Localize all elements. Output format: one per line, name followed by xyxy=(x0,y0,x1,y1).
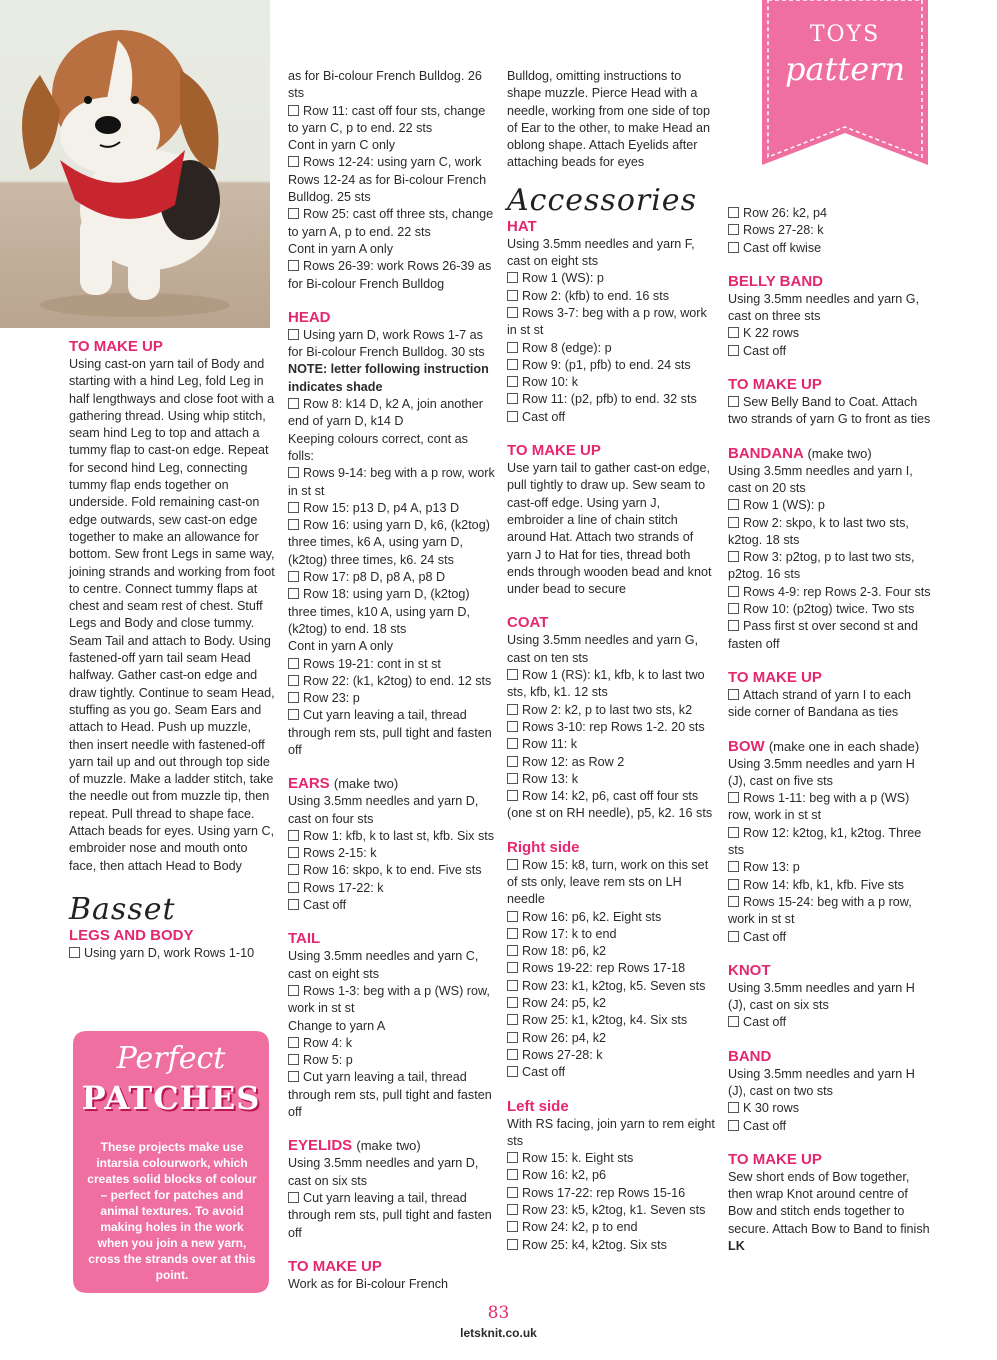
hat-heading: HAT xyxy=(507,217,537,235)
instruction-row: Row 3: p2tog, p to last two sts, p2tog. 16 sts xyxy=(728,550,915,582)
ribbon-subtitle: pattern xyxy=(784,50,906,88)
instruction-list xyxy=(288,327,495,759)
checkbox-icon[interactable] xyxy=(288,519,299,530)
instruction-row: Row 16: skpo, k to end. Five sts xyxy=(288,862,495,879)
instruction-row: K 22 rows xyxy=(728,325,934,342)
instruction-row: Sew Belly Band to Coat. Attach two strands of yarn G to front as ties xyxy=(728,395,931,427)
make-up-heading: TO MAKE UP xyxy=(728,376,822,394)
checkbox-icon[interactable] xyxy=(728,896,739,907)
instruction-text: Using 3.5mm needles and yarn F, cast on eight sts xyxy=(507,236,695,269)
instruction-row: Row 2: skpo, k to last two sts, k2tog. 18 sts xyxy=(728,515,909,547)
checkbox-icon[interactable] xyxy=(288,1037,299,1048)
belly-band-heading: BELLY BAND xyxy=(728,272,824,290)
instruction-list xyxy=(728,980,934,1032)
instruction-row: Pass first st over second st and fasten off xyxy=(728,619,918,651)
instruction-list xyxy=(728,463,934,653)
eyelids-heading: EYELIDS (make two) xyxy=(288,1137,421,1155)
checkbox-icon[interactable] xyxy=(507,411,518,422)
checkbox-icon[interactable] xyxy=(728,861,739,872)
instruction-row: Using yarn D, work Rows 1-7 as for Bi-colour French Bulldog. 30 sts xyxy=(288,327,485,360)
instruction-row: Row 25: k4, k2tog. Six sts xyxy=(507,1237,715,1254)
checkbox-icon[interactable] xyxy=(507,773,518,784)
checkbox-icon[interactable] xyxy=(728,792,739,803)
checkbox-icon[interactable] xyxy=(288,571,299,582)
instruction-row: Cut yarn leaving a tail, thread through rem sts, pull tight and fasten off xyxy=(288,708,492,757)
make-up-heading: TO MAKE UP xyxy=(69,338,163,355)
instruction-list xyxy=(288,68,495,293)
instruction-row: Row 1: kfb, k to last st, kfb. Six sts xyxy=(288,828,495,845)
beagle-photo xyxy=(0,0,270,328)
checkbox-icon[interactable] xyxy=(728,396,739,407)
instruction-row: Rows 2-15: k xyxy=(288,845,495,862)
instruction-text: Using 3.5mm needles and yarn D, cast on four sts xyxy=(288,794,479,826)
instruction-list xyxy=(507,236,715,426)
instruction-row: Row 12: k2tog, k1, k2tog. Three sts xyxy=(728,825,922,858)
instruction-text: Using 3.5mm needles and yarn H (J), cast on two sts xyxy=(728,1066,915,1098)
instruction-row: Row 26: p4, k2 xyxy=(507,1030,715,1047)
instruction-row: Row 10: (p2tog) twice. Two sts xyxy=(728,601,934,618)
make-up-heading: TO MAKE UP xyxy=(507,442,601,460)
checkbox-icon[interactable] xyxy=(288,588,299,599)
instruction-row: Row 22: (k1, k2tog) to end. 12 sts xyxy=(288,673,495,690)
instruction-row: Cast off xyxy=(507,409,715,426)
instruction-text: Cont in yarn A only xyxy=(288,639,394,654)
patches-title-line1: Perfect xyxy=(116,1041,226,1076)
make-up-heading: TO MAKE UP xyxy=(728,668,822,686)
checkbox-icon[interactable] xyxy=(507,290,518,301)
checkbox-icon[interactable] xyxy=(507,980,518,991)
instruction-row: Row 1 (WS): p xyxy=(507,270,715,287)
instruction-list xyxy=(288,793,495,914)
checkbox-icon[interactable] xyxy=(288,208,299,219)
checkbox-icon[interactable] xyxy=(728,224,739,235)
instruction-text: Using 3.5mm needles and yarn D, cast on six sts xyxy=(288,1156,479,1188)
checkbox-icon[interactable] xyxy=(69,947,80,958)
checkbox-icon[interactable] xyxy=(507,1152,518,1163)
instruction-row: Row 11: (p2, pfb) to end. 32 sts xyxy=(507,391,715,408)
band-heading: BAND xyxy=(728,1047,772,1065)
checkbox-icon[interactable] xyxy=(728,207,739,218)
checkbox-icon[interactable] xyxy=(288,398,299,409)
head-heading: HEAD xyxy=(288,308,331,326)
instruction-row: Row 12: as Row 2 xyxy=(507,754,715,771)
instruction-row: Row 17: k to end xyxy=(507,926,715,943)
instruction-row: K 30 rows xyxy=(728,1100,934,1117)
instruction-row: Cast off xyxy=(728,1118,934,1135)
column-3-intro: Bulldog, omitting instructions to shape muzzle. Pierce Head with a needle, working from one side of top of Ear to the other, to make Head an oblong shape. Attach Eyelids after attaching beads for eyes xyxy=(507,69,711,170)
instruction-row: Row 1 (WS): p xyxy=(728,497,934,514)
instruction-row: Cast off kwise xyxy=(728,240,934,257)
checkbox-icon[interactable] xyxy=(507,945,518,956)
checkbox-icon[interactable] xyxy=(288,985,299,996)
checkbox-icon[interactable] xyxy=(728,586,739,597)
tail-heading: TAIL xyxy=(288,930,321,948)
checkbox-icon[interactable] xyxy=(288,899,299,910)
column-3 xyxy=(507,68,715,1254)
checkbox-icon[interactable] xyxy=(288,847,299,858)
checkbox-icon[interactable] xyxy=(288,658,299,669)
instruction-row: Rows 27-28: k xyxy=(728,222,934,239)
instruction-row: Cast off xyxy=(728,929,934,946)
instruction-row: Rows 27-28: k xyxy=(507,1047,715,1064)
instruction-row: Row 14: k2, p6, cast off four sts (one st on RH needle), p5, k2. 16 sts xyxy=(507,789,713,821)
checkbox-icon[interactable] xyxy=(507,721,518,732)
instruction-row: Row 2: (kfb) to end. 16 sts xyxy=(507,288,715,305)
instruction-row: Rows 3-7: beg with a p row, work in st st xyxy=(507,305,707,338)
checkbox-icon[interactable] xyxy=(507,704,518,715)
instruction-row: Row 2: k2, p to last two sts, k2 xyxy=(507,702,715,719)
checkbox-icon[interactable] xyxy=(507,928,518,939)
instruction-list xyxy=(507,857,715,1082)
instruction-row: Attach strand of yarn I to each side corner of Bandana as ties xyxy=(728,687,912,720)
instruction-row: Row 16: k2, p6 xyxy=(507,1167,715,1184)
make-up-heading: TO MAKE UP xyxy=(728,1150,822,1168)
instruction-list xyxy=(507,1116,715,1254)
checkbox-icon[interactable] xyxy=(507,790,518,801)
instruction-text: Using 3.5mm needles and yarn G, cast on ten sts xyxy=(507,633,699,665)
instruction-row: Row 25: k1, k2tog, k4. Six sts xyxy=(507,1012,715,1029)
instruction-row: Row 11: k xyxy=(507,736,715,753)
instruction-row: Row 8: k14 D, k2 A, join another end of yarn D, k14 D xyxy=(288,397,483,429)
make-up-text: Sew short ends of Bow together, then wrap Knot around centre of Bow and stitch ends together to secure. Attach Bow to Band to finish LK xyxy=(728,1169,930,1254)
instruction-list xyxy=(288,1155,495,1241)
checkbox-icon[interactable] xyxy=(507,272,518,283)
instruction-text: NOTE: letter following instruction indicates shade xyxy=(288,362,489,394)
toys-pattern-ribbon xyxy=(762,0,928,165)
instruction-text: Cont in yarn C only xyxy=(288,138,396,153)
checkbox-icon[interactable] xyxy=(507,738,518,749)
instruction-list xyxy=(507,632,715,822)
instruction-row: Row 10: k xyxy=(507,374,715,391)
column-4 xyxy=(728,205,934,1255)
instruction-row: Rows 12-24: using yarn C, work Rows 12-24 as for Bi-colour French Bulldog. 25 sts xyxy=(288,155,487,205)
instruction-list xyxy=(728,394,934,429)
instruction-row: Row 16: p6, k2. Eight sts xyxy=(507,909,715,926)
instruction-row: Rows 17-22: k xyxy=(288,880,495,897)
checkbox-icon[interactable] xyxy=(728,620,739,631)
instruction-row: Rows 15-24: beg with a p row, work in st st xyxy=(728,894,912,927)
instruction-list xyxy=(728,687,934,722)
checkbox-icon[interactable] xyxy=(728,931,739,942)
make-up-text: Work as for Bi-colour French xyxy=(288,1276,449,1291)
column-2 xyxy=(288,68,495,1293)
instruction-row: Rows 1-11: beg with a p (WS) row, work in st st xyxy=(728,791,910,823)
checkbox-icon[interactable] xyxy=(507,376,518,387)
instruction-row: Rows 19-22: rep Rows 17-18 xyxy=(507,960,715,977)
instruction-text: Using 3.5mm needles and yarn H (J), cast on five sts xyxy=(728,756,915,788)
instruction-text: Using 3.5mm needles and yarn H (J), cast on six sts xyxy=(728,980,915,1013)
bandana-heading: BANDANA (make two) xyxy=(728,444,872,462)
instruction-text: Using 3.5mm needles and yarn I, cast on 20 sts xyxy=(728,463,913,495)
checkbox-icon[interactable] xyxy=(507,756,518,767)
checkbox-icon[interactable] xyxy=(728,689,739,700)
column-1 xyxy=(69,338,275,962)
instruction-row: Rows 3-10: rep Rows 1-2. 20 sts xyxy=(507,719,715,736)
checkbox-icon[interactable] xyxy=(288,105,299,116)
page-number: 83 xyxy=(487,1303,510,1323)
instruction-text: Change to yarn A xyxy=(288,1018,386,1033)
checkbox-icon[interactable] xyxy=(288,675,299,686)
instruction-text: Cont in yarn A only xyxy=(288,241,394,256)
website-url: letsknit.co.uk xyxy=(460,1326,537,1340)
checkbox-icon[interactable] xyxy=(507,1032,518,1043)
checkbox-icon[interactable] xyxy=(728,1102,739,1113)
checkbox-icon[interactable] xyxy=(507,997,518,1008)
checkbox-icon[interactable] xyxy=(728,499,739,510)
checkbox-icon[interactable] xyxy=(507,1204,518,1215)
checkbox-icon[interactable] xyxy=(507,1014,518,1025)
bow-heading: BOW (make one in each shade) xyxy=(728,737,920,755)
checkbox-icon[interactable] xyxy=(288,830,299,841)
checkbox-icon[interactable] xyxy=(728,517,739,528)
checkbox-icon[interactable] xyxy=(288,156,299,167)
instruction-row: Row 24: p5, k2 xyxy=(507,995,715,1012)
checkbox-icon[interactable] xyxy=(288,1071,299,1082)
checkbox-icon[interactable] xyxy=(507,859,518,870)
instruction-row: Row 14: kfb, k1, kfb. Five sts xyxy=(728,877,934,894)
checkbox-icon[interactable] xyxy=(728,879,739,890)
instruction-list xyxy=(288,948,495,1121)
instruction-row: Row 26: k2, p4 xyxy=(728,205,934,222)
make-up-text: Using cast-on yarn tail of Body and starting with a hind Leg, fold Leg in half lengthways and close foot with a gathering thread. Using whip stitch, seam hind Leg to top and attach a tummy flap to cast-on edge. Repeat for second hind Leg, connecting tummy flap ends together on underside. Fold remaining cast-on edge outwards, sew cast-on edge together to make an allowance for bottom. Sew front Legs in same way, joining strands and working from foot to centre. Connect tummy flaps at chest and seam rest of chest. Stuff Legs and Body and close tummy. Seam Tail and attach to Body. Using fastened-off yarn tail seam Head halfway. Gather cast-on edge and draw tightly. Continue to seam Head, stuffing as you go. Seam Ears and attach to Head. Push up muzzle, then insert needle with fastened-off yarn tail up and out through top side of muzzle. Make a ladder stitch, take the needle out from muzzle tip, then repeat. Pull thread to shape face. Attach beads for eyes. Using yarn C, embroider nose and mouth onto face, then attach Head to Body xyxy=(69,357,275,873)
instruction-list xyxy=(728,291,934,360)
instruction-row: Row 23: k1, k2tog, k5. Seven sts xyxy=(507,978,715,995)
checkbox-icon[interactable] xyxy=(507,342,518,353)
instruction-row: Row 1 (RS): k1, kfb, k to last two sts, kfb, k1. 12 sts xyxy=(507,668,705,700)
instruction-row: Row 18: using yarn D, (k2tog) three times, k10 A, using yarn D, (k2tog) to end. 18 sts xyxy=(288,587,470,636)
checkbox-icon[interactable] xyxy=(288,709,299,720)
legs-body-heading: LEGS AND BODY xyxy=(69,926,194,944)
checkbox-icon[interactable] xyxy=(507,669,518,680)
instruction-row: Cast off xyxy=(728,343,934,360)
instruction-row: Row 15: p13 D, p4 A, p13 D xyxy=(288,500,495,517)
checkbox-icon[interactable] xyxy=(728,1016,739,1027)
instruction-text: Keeping colours correct, cont as folls: xyxy=(288,431,468,463)
checkbox-icon[interactable] xyxy=(288,882,299,893)
instruction-row: Row 23: p xyxy=(288,690,495,707)
checkbox-icon[interactable] xyxy=(288,260,299,271)
instruction-row: Row 11: cast off four sts, change to yarn C, p to end. 22 sts xyxy=(288,103,486,135)
checkbox-icon[interactable] xyxy=(507,307,518,318)
ears-heading: EARS (make two) xyxy=(288,775,399,793)
instruction-row: Rows 19-21: cont in st st xyxy=(288,656,495,673)
checkbox-icon[interactable] xyxy=(728,327,739,338)
checkbox-icon[interactable] xyxy=(507,1239,518,1250)
make-up-text: Use yarn tail to gather cast-on edge, pull tightly to draw up. Sew seam to cast-off edge. Using yarn J, embroider a line of chain stitch around Hat. Attach two strands of yarn J to Hat for ties, thread both ends through wooden bead and knot under bead to secure xyxy=(507,461,712,597)
instruction-row: Row 15: k. Eight sts xyxy=(507,1150,715,1167)
instruction-row: Row 5: p xyxy=(288,1052,495,1069)
right-side-heading: Right side xyxy=(507,838,580,856)
legs-body-row: Using yarn D, work Rows 1-10 xyxy=(69,945,275,962)
instruction-row: Row 18: p6, k2 xyxy=(507,943,715,960)
checkbox-icon[interactable] xyxy=(288,1192,299,1203)
coat-heading: COAT xyxy=(507,614,549,632)
checkbox-icon[interactable] xyxy=(288,329,299,340)
checkbox-icon[interactable] xyxy=(288,692,299,703)
instruction-row: Row 4: k xyxy=(288,1035,495,1052)
checkbox-icon[interactable] xyxy=(288,1054,299,1065)
instruction-row: Rows 1-3: beg with a p (WS) row, work in st st xyxy=(288,983,490,1016)
checkbox-icon[interactable] xyxy=(728,1120,739,1131)
checkbox-icon[interactable] xyxy=(728,827,739,838)
checkbox-icon[interactable] xyxy=(507,1187,518,1198)
instruction-list xyxy=(728,756,934,946)
instruction-row: Row 24: k2, p to end xyxy=(507,1219,715,1236)
instruction-list xyxy=(728,205,934,257)
checkbox-icon[interactable] xyxy=(507,359,518,370)
instruction-row: Row 15: k8, turn, work on this set of sts only, leave rem sts on LH needle xyxy=(507,857,709,907)
patches-title-line2: PATCHES xyxy=(81,1079,261,1117)
instruction-text: With RS facing, join yarn to rem eight sts xyxy=(507,1116,715,1148)
instruction-row: Rows 9-14: beg with a p row, work in st st xyxy=(288,466,495,498)
checkbox-icon[interactable] xyxy=(507,1169,518,1180)
checkbox-icon[interactable] xyxy=(288,864,299,875)
perfect-patches-box xyxy=(73,1031,269,1293)
instruction-list xyxy=(728,1066,934,1135)
instruction-row: Row 25: cast off three sts, change to yarn A, p to end. 22 sts xyxy=(288,207,494,239)
checkbox-icon[interactable] xyxy=(507,1049,518,1060)
instruction-row: Rows 26-39: work Rows 26-39 as for Bi-colour French Bulldog xyxy=(288,259,492,291)
make-up-heading: TO MAKE UP xyxy=(288,1257,382,1275)
instruction-row: Row 13: p xyxy=(728,859,934,876)
instruction-text: Using 3.5mm needles and yarn C, cast on eight sts xyxy=(288,949,479,981)
instruction-row: Row 9: (p1, pfb) to end. 24 sts xyxy=(507,357,715,374)
checkbox-icon[interactable] xyxy=(728,603,739,614)
instruction-row: Cut yarn leaving a tail, thread through rem sts, pull tight and fasten off xyxy=(288,1070,492,1120)
checkbox-icon[interactable] xyxy=(288,467,299,478)
beagle-illustration xyxy=(0,0,270,328)
instruction-text: Using 3.5mm needles and yarn G, cast on three sts xyxy=(728,291,920,324)
checkbox-icon[interactable] xyxy=(288,502,299,513)
checkbox-icon[interactable] xyxy=(507,911,518,922)
instruction-row: Row 8 (edge): p xyxy=(507,340,715,357)
checkbox-icon[interactable] xyxy=(507,393,518,404)
ribbon-title: TOYS xyxy=(809,22,881,47)
checkbox-icon[interactable] xyxy=(507,1066,518,1077)
accessories-title: Accessories xyxy=(507,182,697,218)
instruction-row: Row 13: k xyxy=(507,771,715,788)
checkbox-icon[interactable] xyxy=(728,345,739,356)
instruction-row: Rows 4-9: rep Rows 2-3. Four sts xyxy=(728,584,934,601)
instruction-row: Row 16: using yarn D, k6, (k2tog) three times, k6 A, using yarn D, (k2tog) three times, k6. 24 sts xyxy=(288,518,490,567)
checkbox-icon[interactable] xyxy=(507,962,518,973)
instruction-text: as for Bi-colour French Bulldog. 26 sts xyxy=(288,69,482,101)
instruction-row: Rows 17-22: rep Rows 15-16 xyxy=(507,1185,715,1202)
basset-title: Basset xyxy=(69,891,176,927)
checkbox-icon[interactable] xyxy=(728,551,739,562)
checkbox-icon[interactable] xyxy=(728,242,739,253)
instruction-row: Cast off xyxy=(728,1014,934,1031)
left-side-heading: Left side xyxy=(507,1097,569,1115)
instruction-row: Row 17: p8 D, p8 A, p8 D xyxy=(288,569,495,586)
instruction-row: Cut yarn leaving a tail, thread through rem sts, pull tight and fasten off xyxy=(288,1190,492,1240)
instruction-row: Cast off xyxy=(507,1064,715,1081)
checkbox-icon[interactable] xyxy=(507,1221,518,1232)
knot-heading: KNOT xyxy=(728,961,771,979)
instruction-row: Row 23: k5, k2tog, k1. Seven sts xyxy=(507,1202,715,1219)
instruction-row: Cast off xyxy=(288,897,495,914)
patches-body: These projects make use intarsia colourwork, which creates solid blocks of colour – perfect for patches and animal textures. To avoid making holes in the work when you join a new yarn, cross the strands over at this point. xyxy=(87,1140,257,1282)
